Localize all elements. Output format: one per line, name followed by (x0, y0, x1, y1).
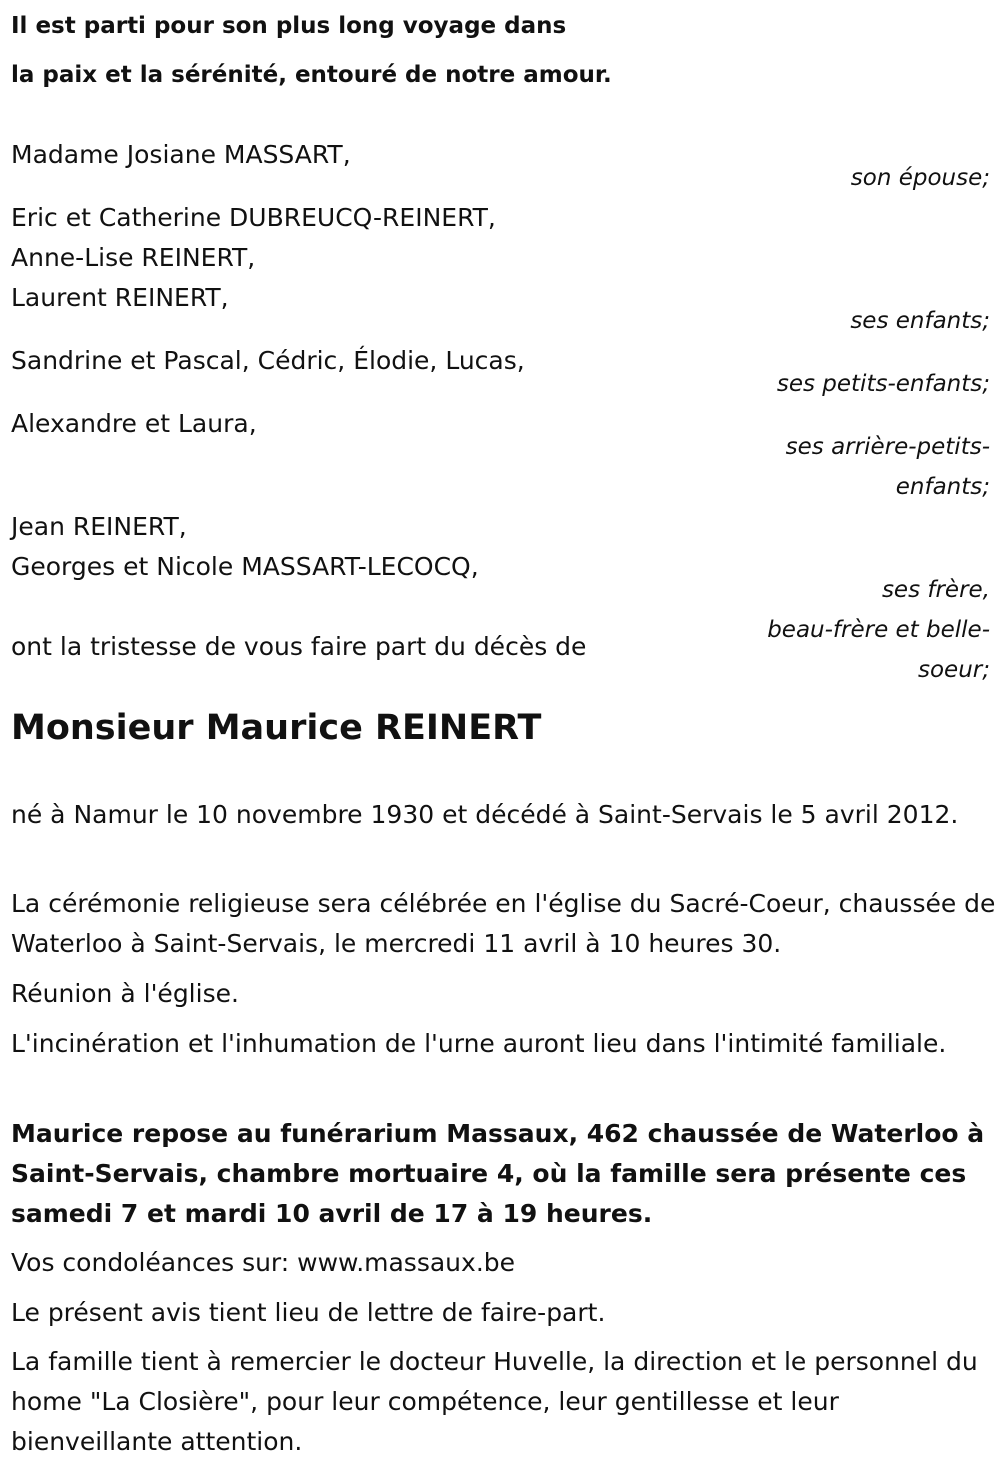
birth-death-paragraph: né à Namur le 10 novembre 1930 et décédé à Saint-Servais le 5 avril 2012. (11, 800, 959, 829)
great-grandchildren-relation-line-1: ses arrière-petits- (785, 434, 990, 460)
children-relation: ses enfants; (850, 308, 990, 334)
great-grandchildren-names: Alexandre et Laura, (11, 409, 257, 438)
intro-line-1: Il est parti pour son plus long voyage dans (11, 13, 567, 39)
announcement-text: ont la tristesse de vous faire part du décès de (11, 632, 587, 661)
ceremony-paragraph: La cérémonie religieuse sera célébrée en l'église du Sacré-Coeur, chaussée de Waterloo à Saint-Servais, le mercredi 11 avril à 10 heures 30. (11, 889, 996, 958)
spouse-name: Madame Josiane MASSART, (11, 140, 351, 169)
reunion-paragraph: Réunion à l'église. (11, 979, 239, 1008)
sibling-name-2: Georges et Nicole MASSART-LECOCQ, (11, 552, 479, 581)
intro-line-2: la paix et la sérénité, entouré de notre amour. (11, 62, 612, 88)
condolences-paragraph: Vos condoléances sur: www.massaux.be (11, 1248, 516, 1277)
child-name-1: Eric et Catherine DUBREUCQ-REINERT, (11, 203, 496, 232)
siblings-relation-line-2: beau-frère et belle- (767, 617, 990, 643)
child-name-2: Anne-Lise REINERT, (11, 243, 256, 272)
thanks-paragraph: La famille tient à remercier le docteur Huvelle, la direction et le personnel du home "La Closière", pour leur compétence, leur gentillesse et leur bienveillante attention. (11, 1347, 978, 1456)
deceased-name: Monsieur Maurice REINERT (11, 708, 542, 748)
spouse-relation: son épouse; (850, 165, 990, 191)
grandchildren-relation: ses petits-enfants; (776, 371, 990, 397)
notice-paragraph: Le présent avis tient lieu de lettre de faire-part. (11, 1298, 606, 1327)
grandchildren-names: Sandrine et Pascal, Cédric, Élodie, Lucas, (11, 346, 525, 375)
sibling-name-1: Jean REINERT, (11, 512, 187, 541)
siblings-relation-line-1: ses frère, (881, 577, 990, 603)
siblings-relation-line-3: soeur; (918, 657, 990, 683)
child-name-3: Laurent REINERT, (11, 283, 229, 312)
great-grandchildren-relation-line-2: enfants; (895, 474, 990, 500)
cremation-paragraph: L'incinération et l'inhumation de l'urne auront lieu dans l'intimité familiale. (11, 1029, 947, 1058)
visitation-paragraph: Maurice repose au funérarium Massaux, 462 chaussée de Waterloo à Saint-Servais, chambre mortuaire 4, où la famille sera présente ces samedi 7 et mardi 10 avril de 17 à 19 heures. (11, 1119, 985, 1228)
